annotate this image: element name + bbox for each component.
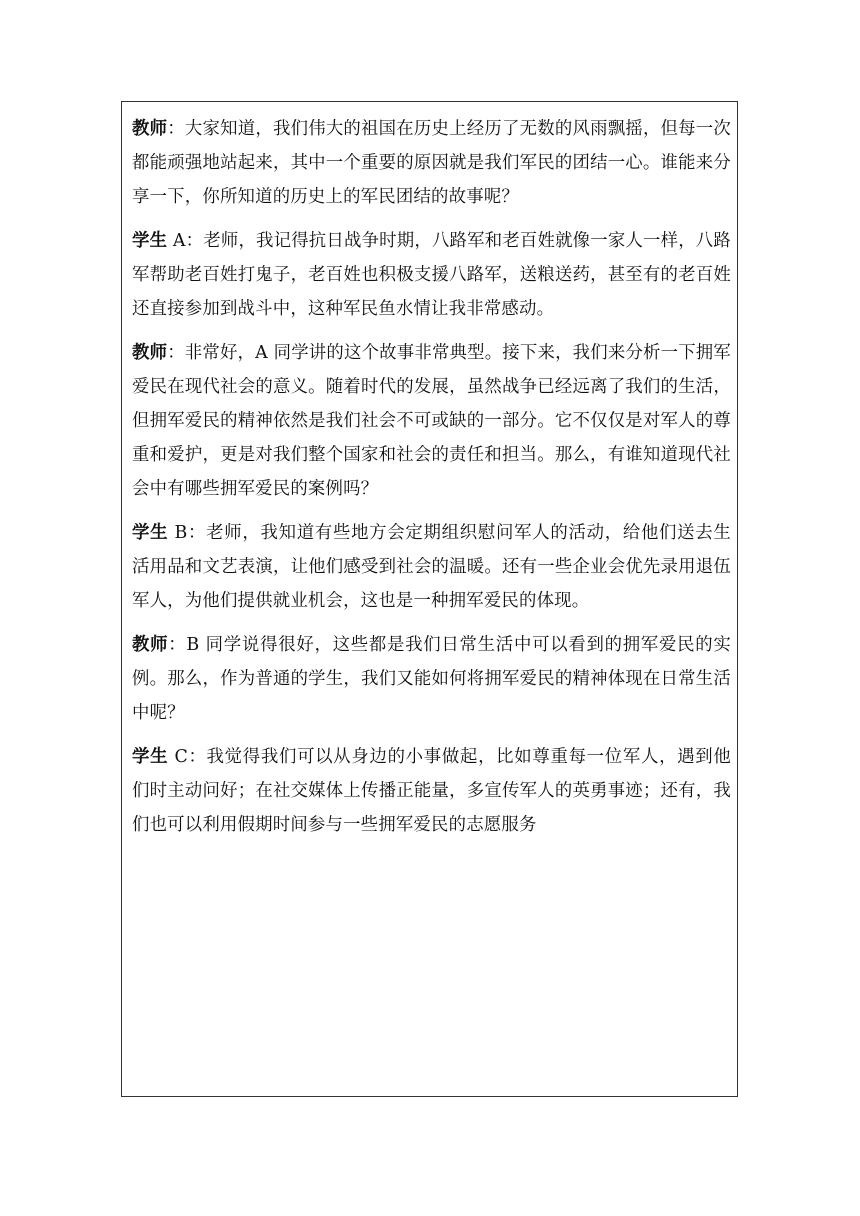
speaker-label: 教师 <box>132 119 168 139</box>
dialogue-paragraph-student-b <box>132 516 731 618</box>
speaker-label: 教师 <box>132 343 168 363</box>
dialogue-text: C：我觉得我们可以从身边的小事做起，比如尊重每一位军人，遇到他们时主动问好；在社交媒体上传播正能量，多宣传军人的英勇事迹；还有，我们也可以利用假期时间参与一些拥军爱民的志愿服务 <box>132 747 731 835</box>
dialogue-text: ：B 同学说得很好，这些都是我们日常生活中可以看到的拥军爱民的实例。那么，作为普通的学生，我们又能如何将拥军爱民的精神体现在日常生活中呢？ <box>132 635 731 723</box>
speaker-label: 教师 <box>132 635 169 655</box>
speaker-label: 学生 <box>132 523 169 543</box>
speaker-label: 学生 <box>132 747 169 767</box>
dialogue-paragraph-teacher-1 <box>132 112 731 214</box>
speaker-label: 学生 <box>132 231 168 251</box>
dialogue-content <box>122 102 737 842</box>
dialogue-paragraph-student-a <box>132 224 731 326</box>
dialogue-paragraph-student-c <box>132 740 731 842</box>
document-table-cell <box>121 101 738 1097</box>
dialogue-text: ：非常好，A 同学讲的这个故事非常典型。接下来，我们来分析一下拥军爱民在现代社会的意义。随着时代的发展，虽然战争已经远离了我们的生活，但拥军爱民的精神依然是我们社会不可或缺的一部分。它不仅仅是对军人的尊重和爱护，更是对我们整个国家和社会的责任和担当。那么，有谁知道现代社会中有哪些拥军爱民的案例吗？ <box>132 343 731 499</box>
dialogue-text: ：大家知道，我们伟大的祖国在历史上经历了无数的风雨飘摇，但每一次都能顽强地站起来，其中一个重要的原因就是我们军民的团结一心。谁能来分享一下，你所知道的历史上的军民团结的故事呢？ <box>132 119 732 207</box>
dialogue-paragraph-teacher-3 <box>132 628 731 730</box>
dialogue-paragraph-teacher-2 <box>132 336 731 506</box>
dialogue-text: B：老师，我知道有些地方会定期组织慰问军人的活动，给他们送去生活用品和文艺表演，让他们感受到社会的温暖。还有一些企业会优先录用退伍军人，为他们提供就业机会，这也是一种拥军爱民的体现。 <box>132 523 732 611</box>
dialogue-text: A：老师，我记得抗日战争时期，八路军和老百姓就像一家人一样，八路军帮助老百姓打鬼子，老百姓也积极支援八路军，送粮送药，甚至有的老百姓还直接参加到战斗中，这种军民鱼水情让我非常感动。 <box>132 231 731 319</box>
